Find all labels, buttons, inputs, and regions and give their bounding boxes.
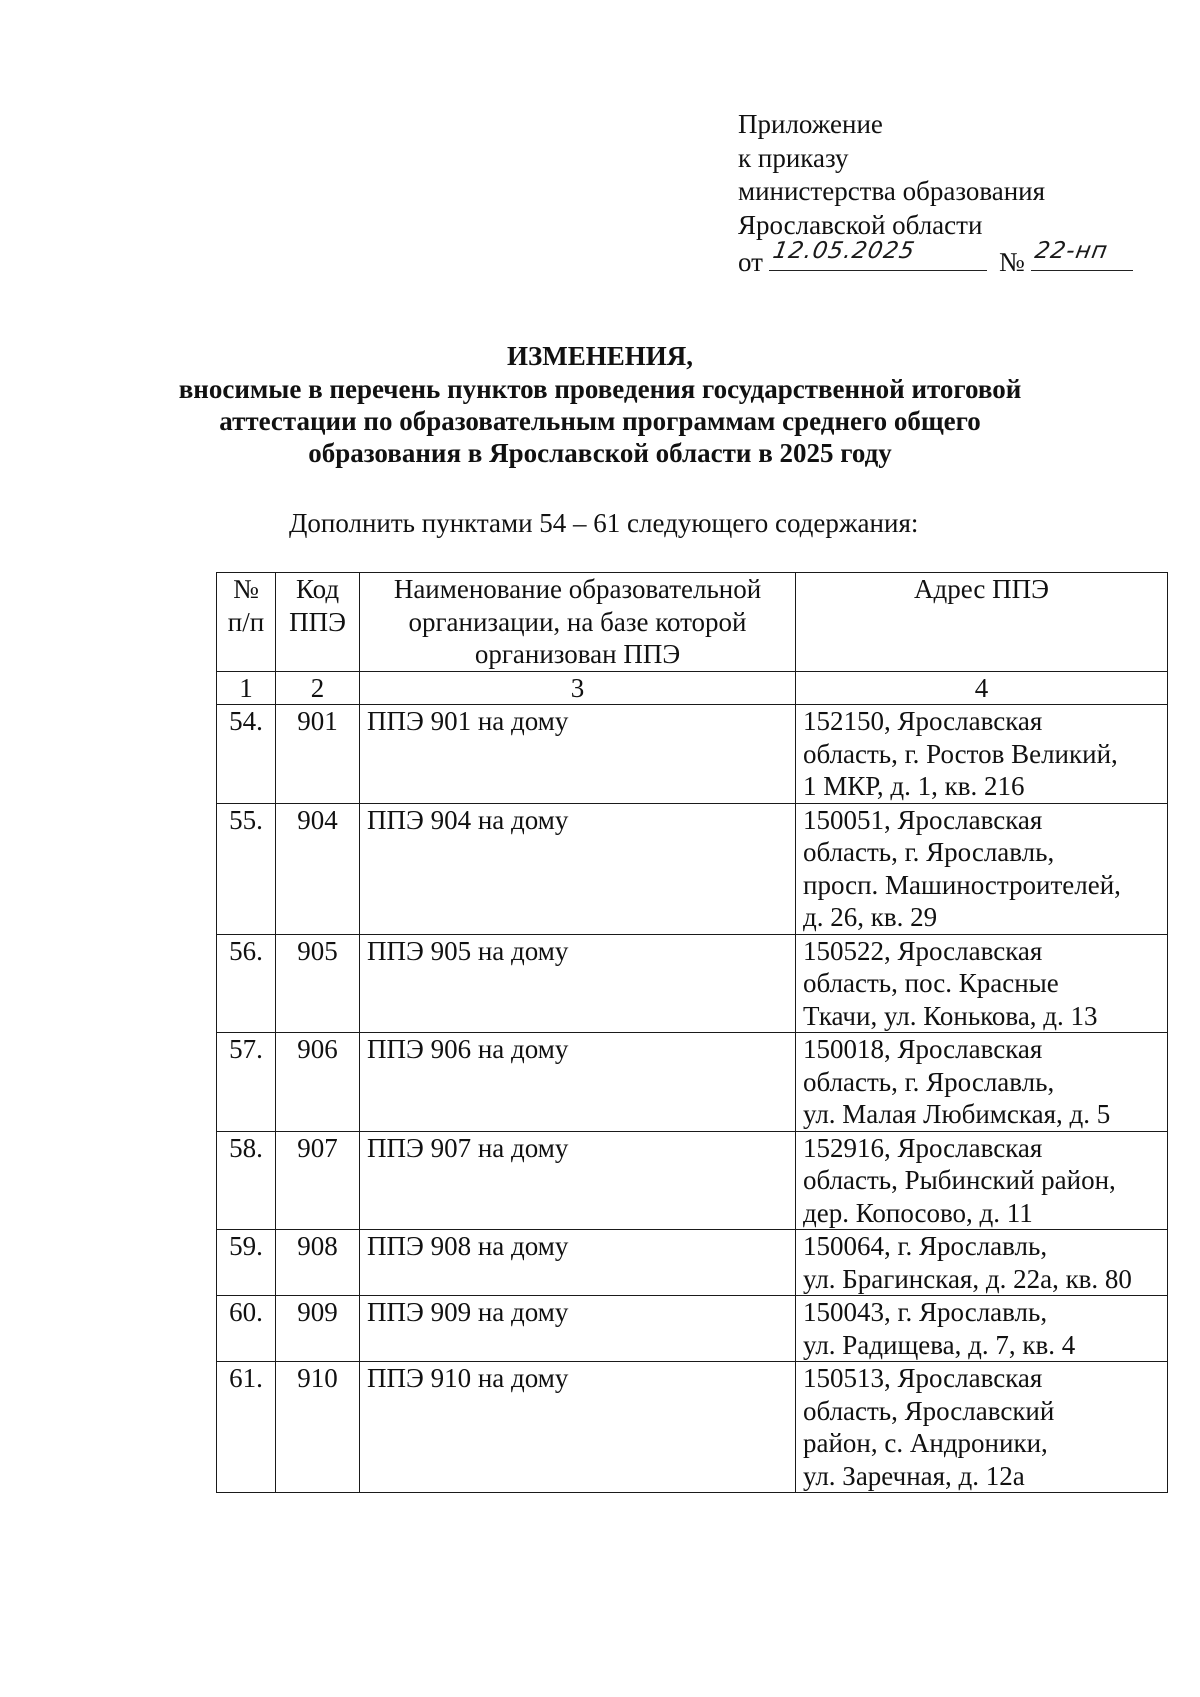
row-name: ППЭ 901 на дому bbox=[360, 705, 796, 804]
row-name: ППЭ 910 на дому bbox=[360, 1362, 796, 1493]
row-code: 909 bbox=[276, 1296, 360, 1362]
table-header-row bbox=[217, 573, 1168, 672]
number-blank bbox=[1031, 237, 1133, 271]
row-number: 58. bbox=[217, 1131, 276, 1230]
subtitle-line: вносимые в перечень пунктов проведения государственной итоговой bbox=[178, 374, 1022, 404]
row-code: 906 bbox=[276, 1033, 360, 1132]
row-number: 59. bbox=[217, 1230, 276, 1296]
appendix-block bbox=[738, 108, 1133, 280]
row-code: 901 bbox=[276, 705, 360, 804]
row-name: ППЭ 904 на дому bbox=[360, 803, 796, 934]
table-row bbox=[217, 1131, 1168, 1230]
table-row bbox=[217, 705, 1168, 804]
order-date-number-line bbox=[738, 237, 1133, 280]
row-number: 54. bbox=[217, 705, 276, 804]
row-address: 150043, г. Ярославль, ул. Радищева, д. 7, кв. 4 bbox=[796, 1296, 1168, 1362]
row-code: 910 bbox=[276, 1362, 360, 1493]
row-address: 152916, Ярославская область, Рыбинский район, дер. Копосово, д. 11 bbox=[796, 1131, 1168, 1230]
row-address: 150051, Ярославская область, г. Ярославль, просп. Машиностроителей, д. 26, кв. 29 bbox=[796, 803, 1168, 934]
row-name: ППЭ 908 на дому bbox=[360, 1230, 796, 1296]
header-cell: Наименование образовательной организации, на базе которой организован ППЭ bbox=[360, 573, 796, 672]
row-address: 150513, Ярославская область, Ярославский район, с. Андроники, ул. Заречная, д. 12а bbox=[796, 1362, 1168, 1493]
column-number: 1 bbox=[217, 672, 276, 705]
table-row bbox=[217, 803, 1168, 934]
row-name: ППЭ 905 на дому bbox=[360, 934, 796, 1033]
row-name: ППЭ 907 на дому bbox=[360, 1131, 796, 1230]
row-code: 905 bbox=[276, 934, 360, 1033]
row-number: 56. bbox=[217, 934, 276, 1033]
handwritten-number: 22-нп bbox=[1032, 237, 1110, 264]
intro-text: Дополнить пунктами 54 – 61 следующего содержания: bbox=[289, 508, 919, 538]
column-number-row bbox=[217, 672, 1168, 705]
subtitle-line: аттестации по образовательным программам среднего общего bbox=[219, 406, 981, 436]
appendix-line: к приказу bbox=[738, 142, 849, 173]
appendix-line: Ярославской области bbox=[738, 209, 983, 240]
column-number: 3 bbox=[360, 672, 796, 705]
table-row bbox=[217, 1296, 1168, 1362]
row-number: 55. bbox=[217, 803, 276, 934]
header-cell: Адрес ППЭ bbox=[796, 573, 1168, 672]
row-code: 904 bbox=[276, 803, 360, 934]
table-row bbox=[217, 1230, 1168, 1296]
row-code: 908 bbox=[276, 1230, 360, 1296]
table-row bbox=[217, 1033, 1168, 1132]
row-name: ППЭ 906 на дому bbox=[360, 1033, 796, 1132]
row-address: 150522, Ярославская область, пос. Красные Ткачи, ул. Конькова, д. 13 bbox=[796, 934, 1168, 1033]
column-number: 2 bbox=[276, 672, 360, 705]
row-number: 61. bbox=[217, 1362, 276, 1493]
changes-table bbox=[216, 572, 1168, 1493]
header-cell: № п/п bbox=[217, 573, 276, 672]
appendix-line: министерства образования bbox=[738, 176, 1046, 206]
row-name: ППЭ 909 на дому bbox=[360, 1296, 796, 1362]
handwritten-date: 12.05.2025 bbox=[770, 237, 918, 264]
document-title: ИЗМЕНЕНИЯ, bbox=[506, 341, 693, 371]
date-prefix: от bbox=[738, 247, 763, 277]
number-prefix: № bbox=[998, 247, 1025, 277]
header-cell: Код ППЭ bbox=[276, 573, 360, 672]
appendix-line: Приложение bbox=[738, 109, 883, 139]
row-address: 152150, Ярославская область, г. Ростов Великий, 1 МКР, д. 1, кв. 216 bbox=[796, 705, 1168, 804]
document-subtitle bbox=[0, 373, 1200, 469]
table-row bbox=[217, 934, 1168, 1033]
row-number: 60. bbox=[217, 1296, 276, 1362]
row-address: 150018, Ярославская область, г. Ярославль, ул. Малая Любимская, д. 5 bbox=[796, 1033, 1168, 1132]
row-number: 57. bbox=[217, 1033, 276, 1132]
date-blank bbox=[769, 237, 987, 271]
column-number: 4 bbox=[796, 672, 1168, 705]
row-address: 150064, г. Ярославль, ул. Брагинская, д. 22а, кв. 80 bbox=[796, 1230, 1168, 1296]
table-row bbox=[217, 1362, 1168, 1493]
row-code: 907 bbox=[276, 1131, 360, 1230]
subtitle-line: образования в Ярославской области в 2025 году bbox=[308, 438, 892, 468]
